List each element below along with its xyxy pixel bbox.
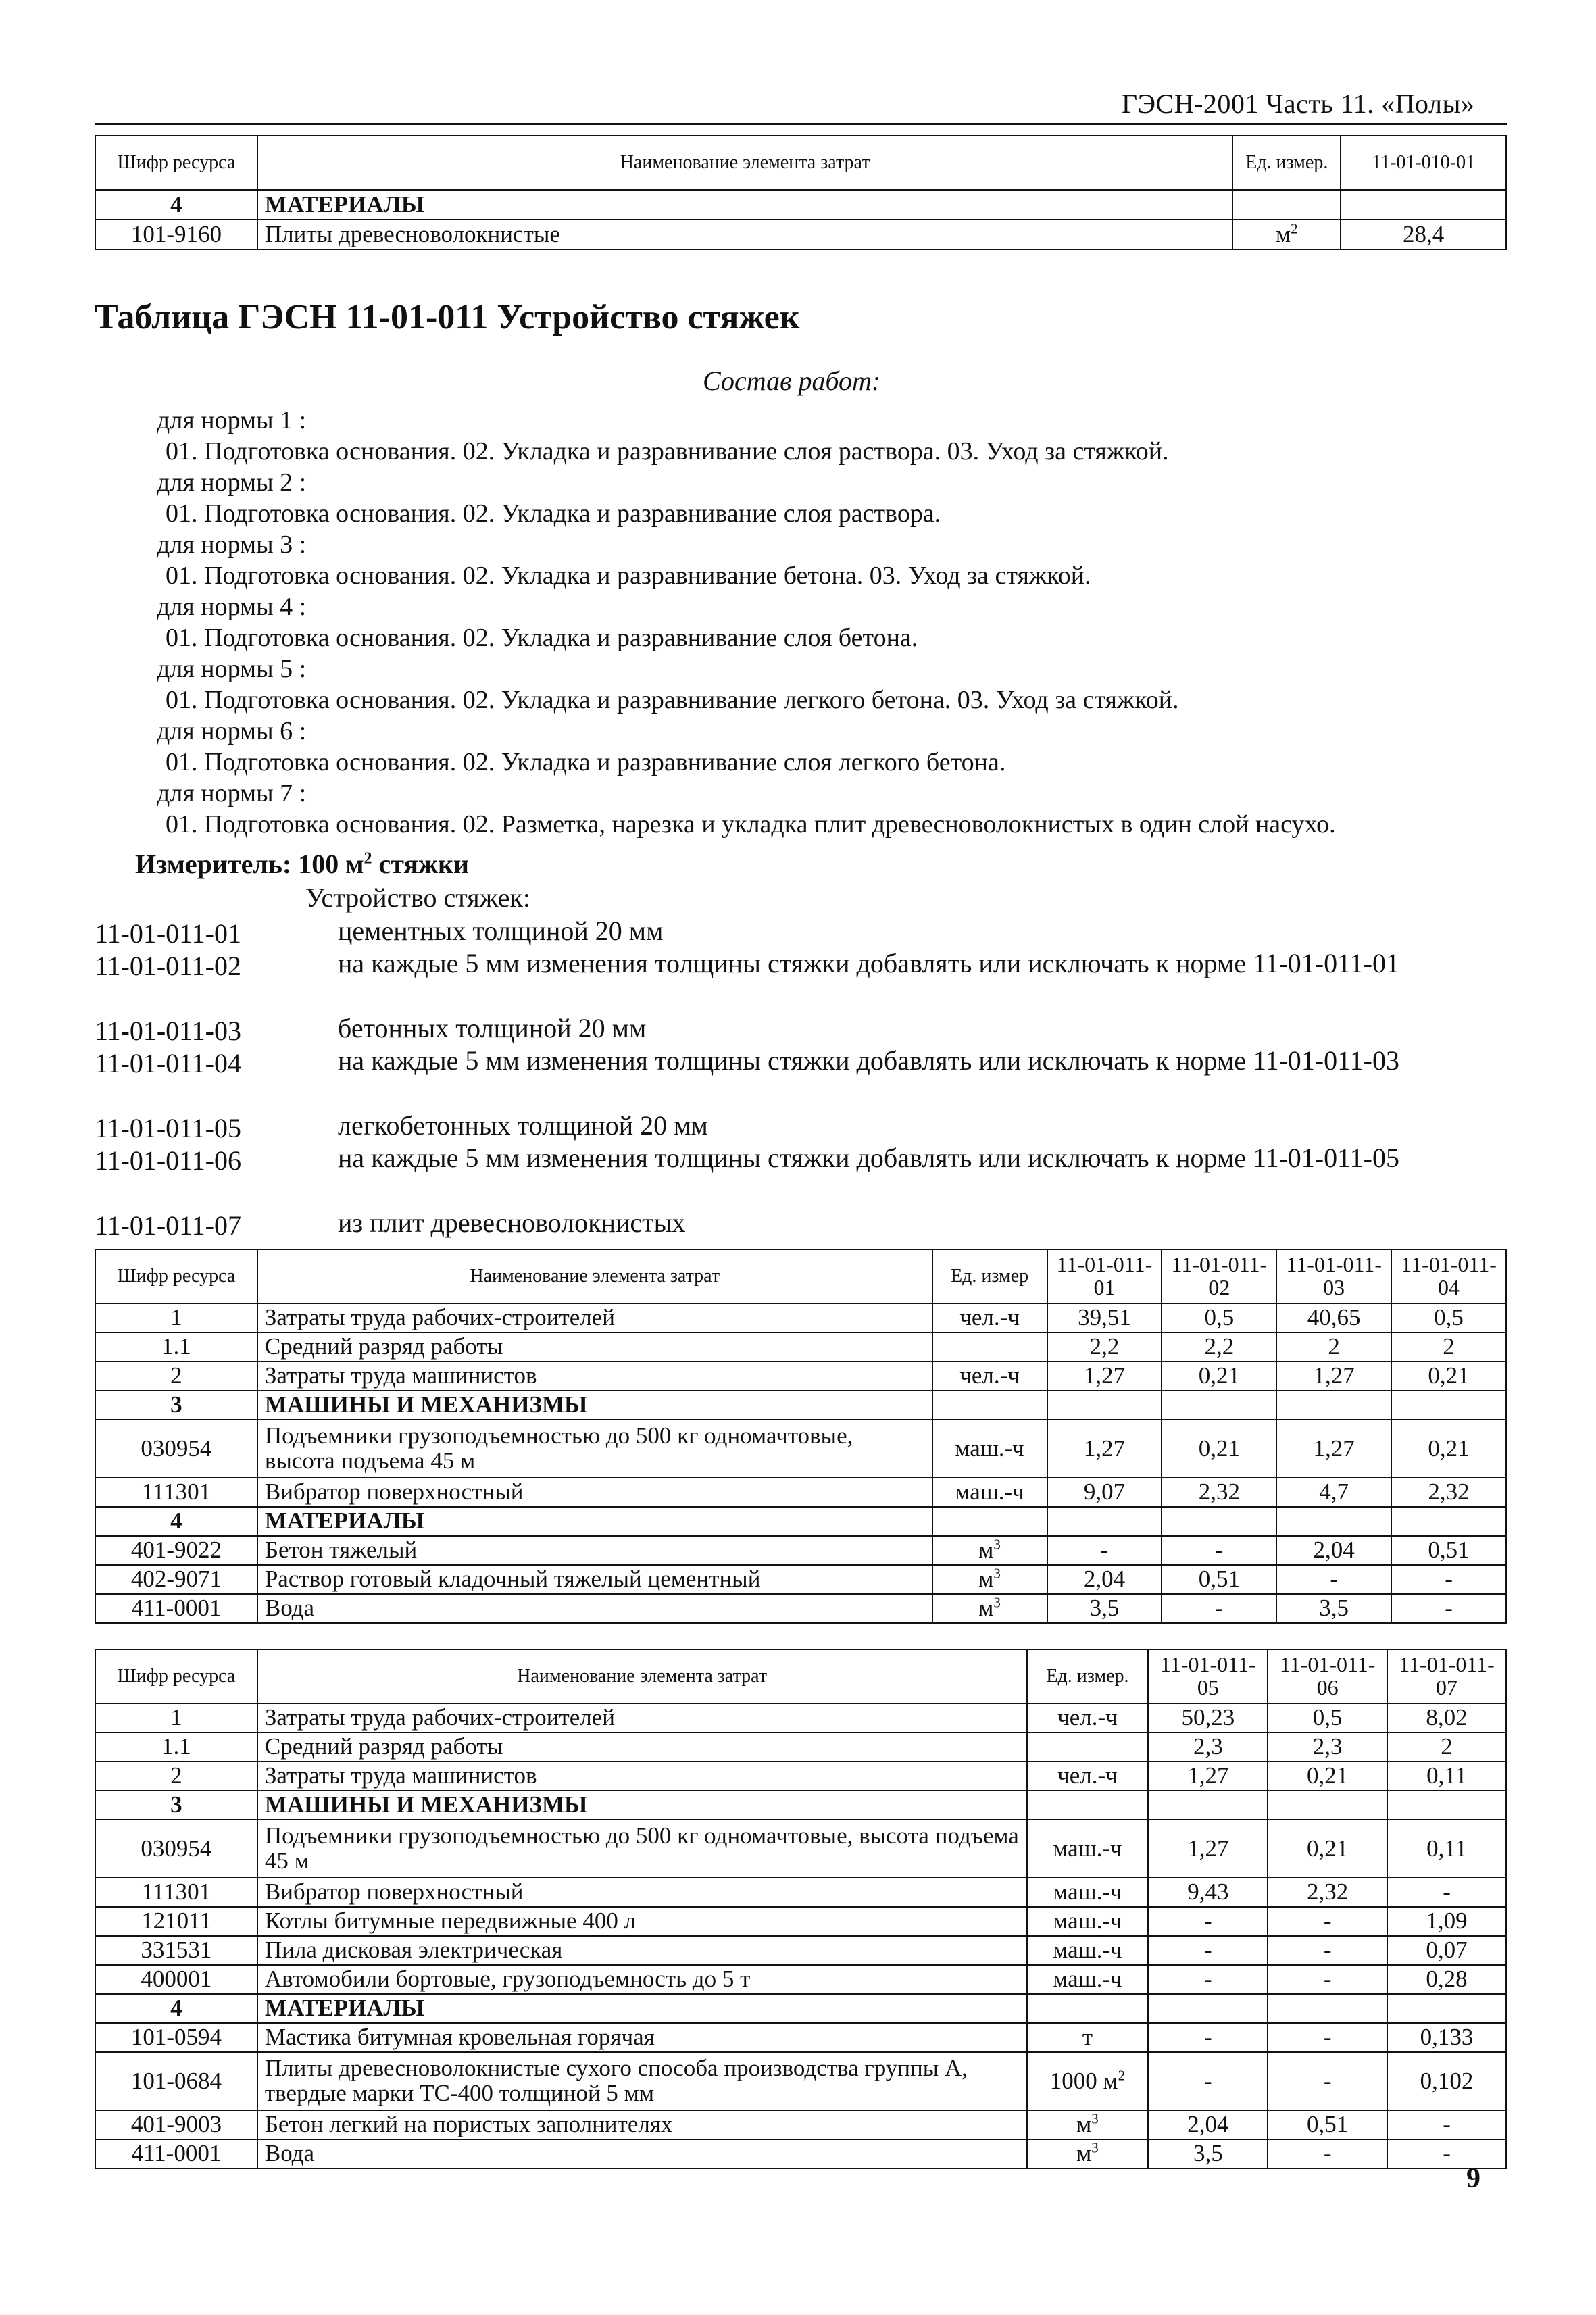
cell-name: Средний разряд работы xyxy=(257,1333,932,1362)
table-row xyxy=(95,2139,1506,2168)
table-row xyxy=(95,1594,1506,1623)
cell-value: - xyxy=(1391,1594,1506,1623)
cell-name: Автомобили бортовые, грузоподъемность до 5 т xyxy=(257,1965,1027,1994)
norm-code: 11-01-011-05 xyxy=(95,1113,241,1143)
cell-value: 2,3 xyxy=(1148,1733,1268,1762)
cell-name: Плиты древесноволокнистые сухого способа производства группы А, твердые марки ТС-400 толщиной 5 мм xyxy=(257,2052,1027,2110)
table-row xyxy=(95,1303,1506,1333)
col-header: Наименование элемента затрат xyxy=(257,1649,1027,1703)
col-header-norm: 11-01-010-01 xyxy=(1341,136,1506,190)
norm-for-label: для нормы 6 : xyxy=(157,717,307,745)
col-header: 11-01-011-02 xyxy=(1162,1249,1276,1303)
cell-unit xyxy=(932,1391,1047,1420)
norm-for-label: для нормы 7 : xyxy=(157,779,307,807)
cell-value: 0,51 xyxy=(1162,1565,1276,1594)
table-row xyxy=(95,1965,1506,1994)
col-header: 11-01-011-07 xyxy=(1387,1649,1506,1703)
cell-unit: $м^3$ xyxy=(1027,2139,1149,2168)
table-row xyxy=(95,1994,1506,2023)
resource-table-1 xyxy=(95,1249,1507,1624)
cell-value: 1,27 xyxy=(1047,1362,1162,1391)
cell-code: 411-0001 xyxy=(95,1594,257,1623)
norm-description: цементных толщиной 20 мм xyxy=(338,916,664,946)
cell-value: - xyxy=(1387,1878,1506,1907)
cell-unit xyxy=(932,1507,1047,1536)
cell-code: 402-9071 xyxy=(95,1565,257,1594)
cell-name: Средний разряд работы xyxy=(257,1733,1027,1762)
cell-unit: маш.-ч xyxy=(1027,1936,1149,1965)
cell-value: 0,5 xyxy=(1268,1703,1387,1733)
cell-code: 101-0684 xyxy=(95,2052,257,2110)
cell-value: 2,32 xyxy=(1391,1478,1506,1507)
cell-unit: маш.-ч xyxy=(1027,1907,1149,1936)
cell-value: - xyxy=(1148,1936,1268,1965)
cell-code: 030954 xyxy=(95,1820,257,1878)
norm-code: 11-01-011-07 xyxy=(95,1210,241,1241)
cell-value: 8,02 xyxy=(1387,1703,1506,1733)
cell-name: Затраты труда машинистов xyxy=(257,1762,1027,1791)
cell-unit: маш.-ч xyxy=(932,1420,1047,1478)
work-step-line: 01. Подготовка основания. 02. Укладка и разравнивание слоя легкого бетона. xyxy=(166,748,1006,776)
construction-subtitle: Устройство стяжек: xyxy=(305,882,531,913)
cell-unit: маш.-ч xyxy=(1027,1820,1149,1878)
col-header: Шифр ресурса xyxy=(95,1249,257,1303)
cell-code: 331531 xyxy=(95,1936,257,1965)
cell-value: 9,07 xyxy=(1047,1478,1162,1507)
table-row xyxy=(95,1362,1506,1391)
cell-unit: 1000 $м^2$ xyxy=(1027,2052,1149,2110)
work-composition-label: Состав работ: xyxy=(703,366,881,396)
cell-unit: $м^3$ xyxy=(1027,2110,1149,2139)
cell-value: 9,43 xyxy=(1148,1878,1268,1907)
cell-code: 4 xyxy=(95,190,257,220)
cell-value: - xyxy=(1148,2052,1268,2110)
cell-unit: чел.-ч xyxy=(932,1362,1047,1391)
table-row xyxy=(95,1478,1506,1507)
resource-table-2 xyxy=(95,1649,1507,2169)
norm-code: 11-01-011-04 xyxy=(95,1048,241,1078)
cell-value: 1,27 xyxy=(1047,1420,1162,1478)
cell-code: 2 xyxy=(95,1762,257,1791)
cell-value: 0,102 xyxy=(1387,2052,1506,2110)
cell-unit: $м^3$ xyxy=(932,1536,1047,1565)
cell-value: 3,5 xyxy=(1276,1594,1391,1623)
cell-code: 030954 xyxy=(95,1420,257,1478)
cell-value: 2 xyxy=(1276,1333,1391,1362)
cell-value xyxy=(1391,1507,1506,1536)
cell-code: 1.1 xyxy=(95,1733,257,1762)
cell-unit: чел.-ч xyxy=(1027,1703,1149,1733)
norm-description: бетонных толщиной 20 мм xyxy=(338,1013,647,1043)
measurer-value: 100 $м^2$ стяжки xyxy=(298,849,470,879)
table-row xyxy=(95,1791,1506,1820)
table-title: Таблица ГЭСН 11-01-011 Устройство стяжек xyxy=(95,298,800,337)
norm-for-label: для нормы 2 : xyxy=(157,468,307,497)
norm-for-label: для нормы 1 : xyxy=(157,406,307,434)
col-header: Ед. измер xyxy=(932,1249,1047,1303)
cell-value: - xyxy=(1268,1936,1387,1965)
cell-code: 111301 xyxy=(95,1878,257,1907)
cell-value: - xyxy=(1047,1536,1162,1565)
table-row xyxy=(95,2110,1506,2139)
cell-name: Плиты древесноволокнистые xyxy=(257,220,1232,249)
table-row xyxy=(95,1878,1506,1907)
cell-value: 1,27 xyxy=(1148,1820,1268,1878)
cell-value: 0,21 xyxy=(1391,1420,1506,1478)
col-header: 11-01-011-06 xyxy=(1268,1649,1387,1703)
col-header-name: Наименование элемента затрат xyxy=(257,136,1232,190)
norm-code: 11-01-011-03 xyxy=(95,1016,241,1046)
col-header: 11-01-011-05 xyxy=(1148,1649,1268,1703)
cell-value: - xyxy=(1268,2139,1387,2168)
work-step-line: 01. Подготовка основания. 02. Укладка и разравнивание слоя бетона. xyxy=(166,624,918,652)
cell-value: - xyxy=(1148,2023,1268,2052)
cell-value: - xyxy=(1268,1907,1387,1936)
cell-unit xyxy=(1027,1733,1149,1762)
cell-value: 3,5 xyxy=(1148,2139,1268,2168)
col-header: 11-01-011-03 xyxy=(1276,1249,1391,1303)
cell-value: - xyxy=(1387,2139,1506,2168)
cell-value xyxy=(1268,1791,1387,1820)
table-row xyxy=(95,1936,1506,1965)
cell-name: Подъемники грузоподъемностью до 500 кг одномачтовые, высота подъема 45 м xyxy=(257,1420,932,1478)
cell-value: - xyxy=(1162,1594,1276,1623)
table-row xyxy=(95,2052,1506,2110)
col-header: 11-01-011-01 xyxy=(1047,1249,1162,1303)
cell-name: МАТЕРИАЛЫ xyxy=(257,1507,932,1536)
cell-value: - xyxy=(1276,1565,1391,1594)
cell-unit: т xyxy=(1027,2023,1149,2052)
cell-value xyxy=(1341,190,1506,220)
cell-code: 400001 xyxy=(95,1965,257,1994)
norm-for-label: для нормы 5 : xyxy=(157,655,307,683)
header-rule xyxy=(95,123,1507,125)
cell-unit: маш.-ч xyxy=(932,1478,1047,1507)
cell-value: 39,51 xyxy=(1047,1303,1162,1333)
cell-code: 121011 xyxy=(95,1907,257,1936)
cell-value: 1,27 xyxy=(1276,1362,1391,1391)
work-step-line: 01. Подготовка основания. 02. Укладка и разравнивание бетона. 03. Уход за стяжкой. xyxy=(166,562,1091,590)
cell-code: 101-0594 xyxy=(95,2023,257,2052)
cell-value: 0,21 xyxy=(1391,1362,1506,1391)
cell-name: Вода xyxy=(257,2139,1027,2168)
cell-value xyxy=(1268,1994,1387,2023)
cell-code: 2 xyxy=(95,1362,257,1391)
table-row xyxy=(95,220,1506,249)
measurer-label: Измеритель: xyxy=(135,849,292,879)
cell-value: 0,11 xyxy=(1387,1762,1506,1791)
cell-value xyxy=(1162,1507,1276,1536)
cell-value: 2,32 xyxy=(1162,1478,1276,1507)
cell-value: 2,04 xyxy=(1276,1536,1391,1565)
norm-code: 11-01-011-01 xyxy=(95,918,241,949)
running-head: ГЭСН-2001 Часть 11. «Полы» xyxy=(1122,89,1475,119)
cell-unit xyxy=(1027,1994,1149,2023)
cell-unit xyxy=(932,1333,1047,1362)
cell-value: 0,28 xyxy=(1387,1965,1506,1994)
cell-value xyxy=(1162,1391,1276,1420)
cell-code: 111301 xyxy=(95,1478,257,1507)
col-header: Наименование элемента затрат xyxy=(257,1249,932,1303)
work-step-line: 01. Подготовка основания. 02. Разметка, нарезка и укладка плит древесноволокнистых в один слой насухо. xyxy=(166,810,1336,839)
cell-value: 1,27 xyxy=(1148,1762,1268,1791)
cell-code: 3 xyxy=(95,1791,257,1820)
cell-value: 3,5 xyxy=(1047,1594,1162,1623)
cell-value xyxy=(1387,1994,1506,2023)
cell-code: 1.1 xyxy=(95,1333,257,1362)
cell-value: 0,21 xyxy=(1268,1762,1387,1791)
cell-name: Подъемники грузоподъемностью до 500 кг одномачтовые, высота подъема 45 м xyxy=(257,1820,1027,1878)
cell-value: - xyxy=(1391,1565,1506,1594)
cell-value: - xyxy=(1148,1907,1268,1936)
table-row xyxy=(95,1333,1506,1362)
cell-unit: $м^3$ xyxy=(932,1594,1047,1623)
cell-unit xyxy=(1232,190,1341,220)
col-header: Ед. измер. xyxy=(1027,1649,1149,1703)
cell-unit: маш.-ч xyxy=(1027,1878,1149,1907)
cell-value xyxy=(1047,1507,1162,1536)
table-row xyxy=(95,1420,1506,1478)
cell-value: 0,07 xyxy=(1387,1936,1506,1965)
cell-value: 40,65 xyxy=(1276,1303,1391,1333)
cell-name: Вибратор поверхностный xyxy=(257,1878,1027,1907)
col-header: Шифр ресурса xyxy=(95,1649,257,1703)
cell-value: 2 xyxy=(1391,1333,1506,1362)
col-header: 11-01-011-04 xyxy=(1391,1249,1506,1303)
cell-value: - xyxy=(1268,1965,1387,1994)
cell-value: 2,2 xyxy=(1162,1333,1276,1362)
cell-value: - xyxy=(1268,2052,1387,2110)
cell-code: 4 xyxy=(95,1507,257,1536)
cell-name: МАШИНЫ И МЕХАНИЗМЫ xyxy=(257,1391,932,1420)
cell-value: 0,21 xyxy=(1268,1820,1387,1878)
cell-unit: $м^2$ xyxy=(1232,220,1341,249)
cell-value: 0,21 xyxy=(1162,1420,1276,1478)
cell-value xyxy=(1276,1507,1391,1536)
cell-code: 1 xyxy=(95,1703,257,1733)
cell-code: 401-9003 xyxy=(95,2110,257,2139)
cell-name: Затраты труда рабочих-строителей xyxy=(257,1303,932,1333)
cell-value: 1,27 xyxy=(1276,1420,1391,1478)
cell-name: Вибратор поверхностный xyxy=(257,1478,932,1507)
norm-description: из плит древесноволокнистых xyxy=(338,1208,686,1238)
page-number: 9 xyxy=(1466,2163,1480,2194)
cell-name: Пила дисковая электрическая xyxy=(257,1936,1027,1965)
cell-value xyxy=(1276,1391,1391,1420)
cell-value: - xyxy=(1162,1536,1276,1565)
work-step-line: 01. Подготовка основания. 02. Укладка и разравнивание слоя раствора. xyxy=(166,499,941,528)
cell-name: Котлы битумные передвижные 400 л xyxy=(257,1907,1027,1936)
table-header-row xyxy=(95,1649,1506,1703)
work-step-line: 01. Подготовка основания. 02. Укладка и разравнивание легкого бетона. 03. Уход за стяжкой. xyxy=(166,686,1179,714)
norm-code: 11-01-011-06 xyxy=(95,1145,241,1176)
table-row xyxy=(95,1820,1506,1878)
cell-unit: $м^3$ xyxy=(932,1565,1047,1594)
cell-code: 1 xyxy=(95,1303,257,1333)
cell-name: Бетон тяжелый xyxy=(257,1536,932,1565)
cell-code: 401-9022 xyxy=(95,1536,257,1565)
col-header-unit: Ед. измер. xyxy=(1232,136,1341,190)
cell-value: 2,32 xyxy=(1268,1878,1387,1907)
cell-value: 0,51 xyxy=(1391,1536,1506,1565)
cell-value: 0,11 xyxy=(1387,1820,1506,1878)
cell-value: 2,2 xyxy=(1047,1333,1162,1362)
norm-description: на каждые 5 мм изменения толщины стяжки добавлять или исключать к норме 11-01-011-01 xyxy=(338,948,1399,978)
cell-unit: чел.-ч xyxy=(1027,1762,1149,1791)
table-row xyxy=(95,1565,1506,1594)
cell-value: 0,21 xyxy=(1162,1362,1276,1391)
norm-for-label: для нормы 3 : xyxy=(157,530,307,559)
table-row xyxy=(95,1907,1506,1936)
cell-unit: чел.-ч xyxy=(932,1303,1047,1333)
cell-code: 4 xyxy=(95,1994,257,2023)
cell-code: 101-9160 xyxy=(95,220,257,249)
col-header-code: Шифр ресурса xyxy=(95,136,257,190)
cell-value: 2,04 xyxy=(1148,2110,1268,2139)
cell-value: 1,09 xyxy=(1387,1907,1506,1936)
cell-name: Вода xyxy=(257,1594,932,1623)
cell-value: 0,5 xyxy=(1162,1303,1276,1333)
cell-value: 2,3 xyxy=(1268,1733,1387,1762)
cell-value: 0,51 xyxy=(1268,2110,1387,2139)
norm-for-label: для нормы 4 : xyxy=(157,593,307,621)
cell-value: - xyxy=(1387,2110,1506,2139)
cell-value xyxy=(1148,1994,1268,2023)
cell-unit: маш.-ч xyxy=(1027,1965,1149,1994)
cell-name: МАШИНЫ И МЕХАНИЗМЫ xyxy=(257,1791,1027,1820)
cell-value: - xyxy=(1148,1965,1268,1994)
table-row xyxy=(95,190,1506,220)
work-step-line: 01. Подготовка основания. 02. Укладка и разравнивание слоя раствора. 03. Уход за стяжкой. xyxy=(166,437,1169,466)
cell-value: 4,7 xyxy=(1276,1478,1391,1507)
cell-value xyxy=(1047,1391,1162,1420)
cell-name: Затраты труда машинистов xyxy=(257,1362,932,1391)
norm-code: 11-01-011-02 xyxy=(95,951,241,981)
cell-value: 50,23 xyxy=(1148,1703,1268,1733)
norm-description: на каждые 5 мм изменения толщины стяжки добавлять или исключать к норме 11-01-011-03 xyxy=(338,1045,1399,1076)
cell-value xyxy=(1148,1791,1268,1820)
cell-name: Затраты труда рабочих-строителей xyxy=(257,1703,1027,1733)
cell-name: МАТЕРИАЛЫ xyxy=(257,1994,1027,2023)
cell-value: 2,04 xyxy=(1047,1565,1162,1594)
table-header-row xyxy=(95,1249,1506,1303)
norm-description: на каждые 5 мм изменения толщины стяжки добавлять или исключать к норме 11-01-011-05 xyxy=(338,1143,1399,1173)
table-row xyxy=(95,1391,1506,1420)
cell-value: 0,5 xyxy=(1391,1303,1506,1333)
table-row xyxy=(95,1536,1506,1565)
cell-name: Бетон легкий на пористых заполнителях xyxy=(257,2110,1027,2139)
cell-code: 411-0001 xyxy=(95,2139,257,2168)
cell-value: 0,133 xyxy=(1387,2023,1506,2052)
table-row xyxy=(95,1762,1506,1791)
cell-code: 3 xyxy=(95,1391,257,1420)
table-row xyxy=(95,1733,1506,1762)
cell-value: 2 xyxy=(1387,1733,1506,1762)
table-row xyxy=(95,1507,1506,1536)
cell-value: 28,4 xyxy=(1341,220,1506,249)
top-resource-table xyxy=(95,135,1507,250)
table-row xyxy=(95,1703,1506,1733)
measurer xyxy=(135,848,469,880)
cell-unit xyxy=(1027,1791,1149,1820)
cell-name: Мастика битумная кровельная горячая xyxy=(257,2023,1027,2052)
cell-value: - xyxy=(1268,2023,1387,2052)
table-row xyxy=(95,2023,1506,2052)
cell-name: МАТЕРИАЛЫ xyxy=(257,190,1232,220)
cell-name: Раствор готовый кладочный тяжелый цементный xyxy=(257,1565,932,1594)
norm-description: легкобетонных толщиной 20 мм xyxy=(338,1110,708,1141)
cell-value xyxy=(1391,1391,1506,1420)
cell-value xyxy=(1387,1791,1506,1820)
